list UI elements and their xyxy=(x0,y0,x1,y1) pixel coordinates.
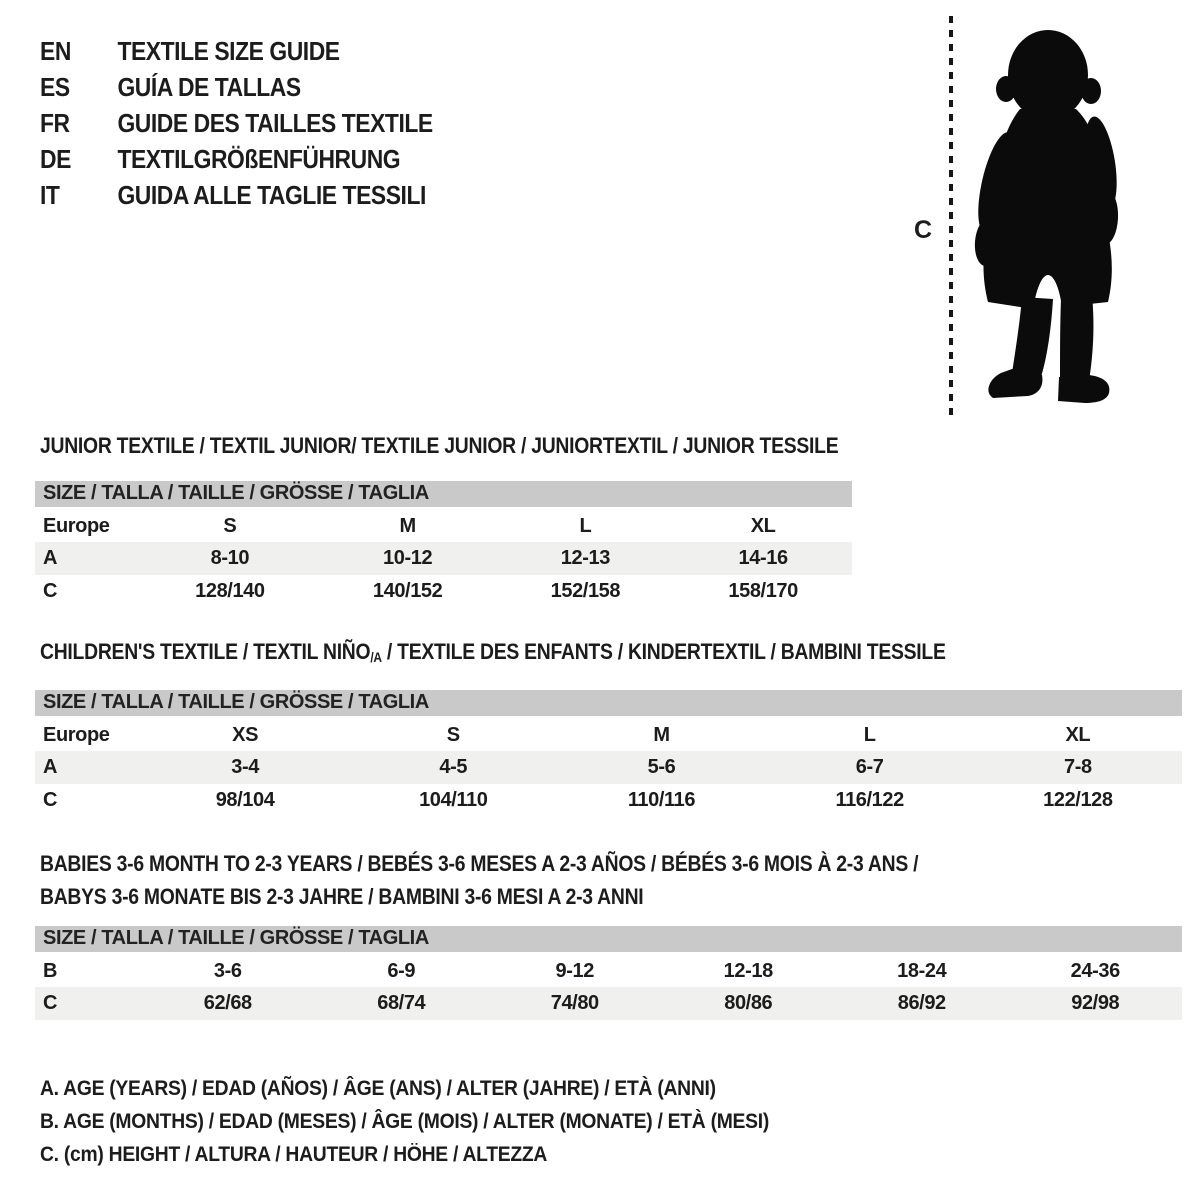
size-header: SIZE / TALLA / TAILLE / GRÖSSE / TAGLIA xyxy=(35,926,1182,954)
height-cell: 116/122 xyxy=(835,789,904,811)
age-cell: 14-16 xyxy=(674,542,852,575)
table-row-age xyxy=(35,751,1182,784)
age-cell: 18-24 xyxy=(897,960,947,983)
children-section-heading xyxy=(40,639,946,665)
language-title-list xyxy=(40,33,486,213)
age-cell: 3-6 xyxy=(213,960,242,983)
table-row-europe xyxy=(35,509,852,542)
age-cell: 8-10 xyxy=(141,542,319,575)
children-heading-sub: /A xyxy=(370,650,382,665)
legend-line-b: B. AGE (MONTHS) / EDAD (MESES) / ÂGE (MOIS) / ALTER (MONATE) / ETÀ (MESI) xyxy=(40,1110,770,1133)
guide-title-fr: GUIDE DES TAILLES TEXTILE xyxy=(117,107,433,138)
row-label: C xyxy=(43,789,58,811)
legend-line-c: C. (cm) HEIGHT / ALTURA / HAUTEUR / HÖHE / ALTEZZA xyxy=(40,1143,548,1166)
size-cell: S xyxy=(223,515,237,538)
size-cell: L xyxy=(579,515,592,538)
junior-section-heading: JUNIOR TEXTILE / TEXTIL JUNIOR/ TEXTILE JUNIOR / JUNIORTEXTIL / JUNIOR TESSILE xyxy=(40,433,839,458)
row-label: A xyxy=(35,542,141,575)
size-cell: M xyxy=(399,515,416,538)
size-cell: XS xyxy=(232,724,259,747)
table-row-age xyxy=(35,542,852,575)
table-row-height xyxy=(35,575,852,608)
height-cell: 158/170 xyxy=(728,580,798,602)
size-cell: S xyxy=(446,724,460,747)
size-cell: L xyxy=(863,724,876,747)
age-cell: 6-7 xyxy=(766,751,974,784)
age-cell: 3-4 xyxy=(141,751,349,784)
height-cell: 80/86 xyxy=(662,987,836,1020)
junior-size-table xyxy=(35,481,852,608)
age-cell: 12-13 xyxy=(497,542,675,575)
table-row-europe xyxy=(35,718,1182,751)
language-row-it xyxy=(40,177,433,213)
height-cell: 62/68 xyxy=(141,987,315,1020)
height-cell: 98/104 xyxy=(215,789,275,811)
age-cell: 4-5 xyxy=(349,751,557,784)
row-label: C xyxy=(43,580,58,602)
guide-title-de: TEXTILGRÖßENFÜHRUNG xyxy=(117,143,401,174)
age-cell: 24-36 xyxy=(1070,960,1120,983)
height-cell: 86/92 xyxy=(835,987,1009,1020)
row-label: Europe xyxy=(43,724,110,747)
age-cell: 6-9 xyxy=(387,960,416,983)
height-cell: 74/80 xyxy=(488,987,662,1020)
language-row-de xyxy=(40,141,433,177)
row-label: B xyxy=(43,960,58,983)
age-cell: 9-12 xyxy=(555,960,594,983)
size-cell: XL xyxy=(1065,724,1091,747)
babies-heading-line2: BABYS 3-6 MONATE BIS 2-3 JAHRE / BAMBINI 3-6 MESI A 2-3 ANNI xyxy=(40,884,644,909)
table-row-height xyxy=(35,784,1182,817)
babies-section-heading xyxy=(40,847,918,913)
table-row-age-months xyxy=(35,954,1182,987)
row-label: C xyxy=(35,987,141,1020)
height-cell: 92/98 xyxy=(1009,987,1183,1020)
height-cell: 128/140 xyxy=(195,580,265,602)
guide-title-en: TEXTILE SIZE GUIDE xyxy=(117,35,340,66)
age-cell: 12-18 xyxy=(723,960,773,983)
table-header-row xyxy=(35,481,852,509)
height-cell: 140/152 xyxy=(372,580,443,602)
language-code: IT xyxy=(40,179,60,210)
language-row-fr xyxy=(40,105,433,141)
size-cell: XL xyxy=(750,515,776,538)
height-cell: 122/128 xyxy=(1043,789,1113,811)
legend-line-a: A. AGE (YEARS) / EDAD (AÑOS) / ÂGE (ANS) / ALTER (JAHRE) / ETÀ (ANNI) xyxy=(40,1077,716,1100)
children-heading-pre: CHILDREN'S TEXTILE / TEXTIL NIÑO xyxy=(40,639,371,664)
age-cell: 5-6 xyxy=(557,751,765,784)
size-header: SIZE / TALLA / TAILLE / GRÖSSE / TAGLIA xyxy=(35,690,1182,718)
toddler-silhouette-icon xyxy=(958,14,1143,416)
size-cell: M xyxy=(653,724,670,747)
children-heading-post: / TEXTILE DES ENFANTS / KINDERTEXTIL / BAMBINI TESSILE xyxy=(381,639,946,664)
height-cell: 104/110 xyxy=(419,789,488,811)
babies-size-table xyxy=(35,926,1182,1020)
age-cell: 7-8 xyxy=(974,751,1182,784)
language-code: FR xyxy=(40,107,70,138)
babies-heading-line1: BABIES 3-6 MONTH TO 2-3 YEARS / BEBÉS 3-6 MESES A 2-3 AÑOS / BÉBÉS 3-6 MOIS À 2-3 ANS / xyxy=(40,851,919,876)
height-measure-label: C xyxy=(914,216,933,244)
table-row-height xyxy=(35,987,1182,1020)
table-header-row xyxy=(35,690,1182,718)
guide-title-it: GUIDA ALLE TAGLIE TESSILI xyxy=(117,179,426,210)
measurement-legend xyxy=(40,1072,832,1171)
height-cell: 68/74 xyxy=(315,987,489,1020)
language-row-en xyxy=(40,33,433,69)
row-label: Europe xyxy=(43,515,110,538)
guide-title-es: GUÍA DE TALLAS xyxy=(117,71,301,102)
language-code: DE xyxy=(40,143,71,174)
language-code: ES xyxy=(40,71,70,102)
children-size-table xyxy=(35,690,1182,817)
height-cell: 152/158 xyxy=(550,580,621,602)
table-header-row xyxy=(35,926,1182,954)
language-code: EN xyxy=(40,35,71,66)
row-label: A xyxy=(35,751,141,784)
height-cell: 110/116 xyxy=(627,789,696,811)
language-row-es xyxy=(40,69,433,105)
size-header: SIZE / TALLA / TAILLE / GRÖSSE / TAGLIA xyxy=(35,481,852,509)
age-cell: 10-12 xyxy=(319,542,497,575)
height-measure-dashed-line xyxy=(949,16,953,416)
